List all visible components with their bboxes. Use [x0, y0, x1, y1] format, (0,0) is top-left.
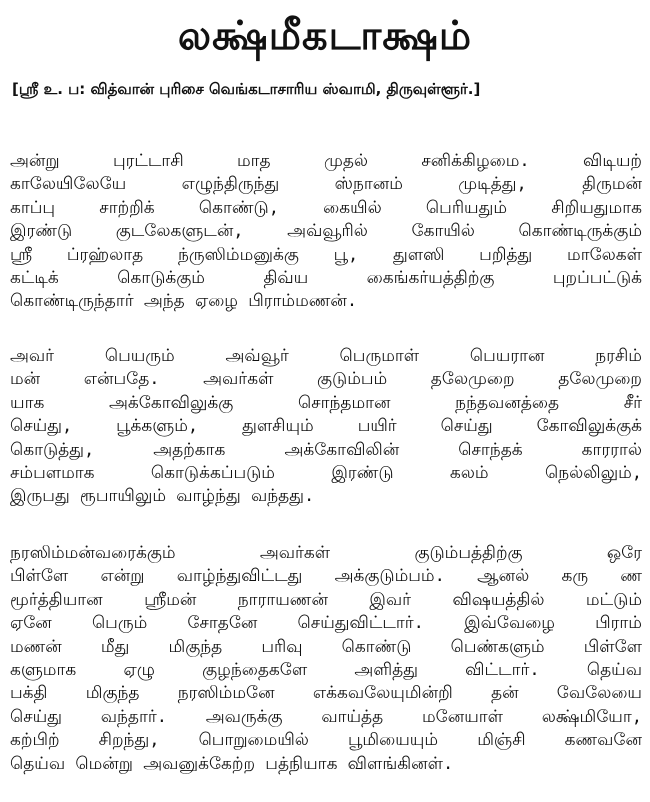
- paragraph-line: காலேயிலேயே எழுந்திருந்து ஸ்நானம் முடித்து, திருமன்: [10, 174, 642, 195]
- article-byline: [ஸ்ரீ உ. ப: வித்வான் புரிசை வெங்கடாசாரிய ஸ்வாமி, திருவுள்ளூர்.]: [12, 80, 481, 98]
- paragraph-line: ஏனே பெரும் சோதனே செய்துவிட்டார். இவ்வேழை பிராம்: [10, 613, 642, 634]
- paragraph-line: அன்று புரட்டாசி மாத முதல் சனிக்கிழமை. விடியற்: [10, 151, 642, 171]
- paragraph-line: நரஸிம்மன்வரைக்கும் அவர்கள் குடும்பத்திற்கு ஒரே: [10, 543, 642, 563]
- paragraph-line: மணன் மீது மிகுந்த பரிவு கொண்டு பெண்களும் பிள்ளே: [10, 636, 642, 657]
- paragraph-line: மன் என்பதே. அவர்கள் குடும்பம் தலேமுறை தலேமுறை: [10, 369, 642, 390]
- paragraph-line: பக்தி மிகுந்த நரஸிம்மனே எக்கவலேயுமின்றி தன் வேலேயை: [10, 683, 642, 704]
- paragraph-line: பிள்ளே என்று வாழ்ந்துவிட்டது அக்குடும்பம். ஆனல் கரு ண: [10, 566, 642, 587]
- article-title: லக்ஷ்மீகடாக்ஷம்: [177, 13, 473, 59]
- paragraph-line: யாக அக்கோவிலுக்கு சொந்தமான நந்தவனத்தை சீர்: [10, 392, 642, 413]
- paragraph-line: ஸ்ரீ ப்ரஹ்லாத ந்ருஸிம்மனுக்கு பூ, துளஸி பறித்து மாலேகள்: [10, 244, 642, 265]
- paragraph-line: இருபது ரூபாயிலும் வாழ்ந்து வந்தது.: [10, 486, 315, 507]
- paragraph-line: அவர் பெயரும் அவ்வூர் பெருமாள் பெயரான நரசிம்: [10, 346, 642, 366]
- paragraph-line: கற்பிற் சிறந்து, பொறுமையில் பூமியையும் மிஞ்சி கணவனே: [10, 730, 642, 751]
- paragraph-line: செய்து, பூக்களும், துளசியும் பயிர் செய்து கோவிலுக்குக்: [10, 416, 642, 437]
- paragraph-line: மூர்த்தியான ஸ்ரீமன் நாராயணன் இவர் விஷயத்தில் மட்டும்: [10, 589, 642, 610]
- paragraph-3: [10, 542, 642, 776]
- paragraph-line: களுமாக ஏழு குழந்தைகளே அளித்து விட்டார். தெய்வ: [10, 660, 642, 681]
- paragraph-line: இரண்டு குடலேகளுடன், அவ்வூரில் கோயில் கொண்டிருக்கும்: [10, 221, 642, 242]
- paragraph-line: சம்பளமாக கொடுக்கப்படும் இரண்டு கலம் நெல்லிலும்,: [10, 463, 642, 484]
- paragraph-line: கொண்டிருந்தார் அந்த ஏழை பிராம்மணன்.: [10, 291, 358, 312]
- paragraph-line: காப்பு சாற்றிக் கொண்டு, கையில் பெரியதும் சிறியதுமாக: [10, 197, 642, 218]
- paragraph-line: கட்டிக் கொடுக்கும் திவ்ய கைங்கர்யத்திற்கு புறப்பட்டுக்: [10, 268, 642, 289]
- paragraph-1: [10, 150, 642, 314]
- paragraph-2: [10, 345, 642, 509]
- paragraph-line: கொடுத்து, அதற்காக அக்கோவிலின் சொந்தக் காரரால்: [10, 439, 642, 460]
- paragraph-line: தெய்வ மென்று அவனுக்கேற்ற பத்நியாக விளங்கினள்.: [10, 753, 454, 774]
- paragraph-line: செய்து வந்தார். அவருக்கு வாய்த்த மனேயாள் லக்ஷ்மியோ,: [10, 706, 642, 727]
